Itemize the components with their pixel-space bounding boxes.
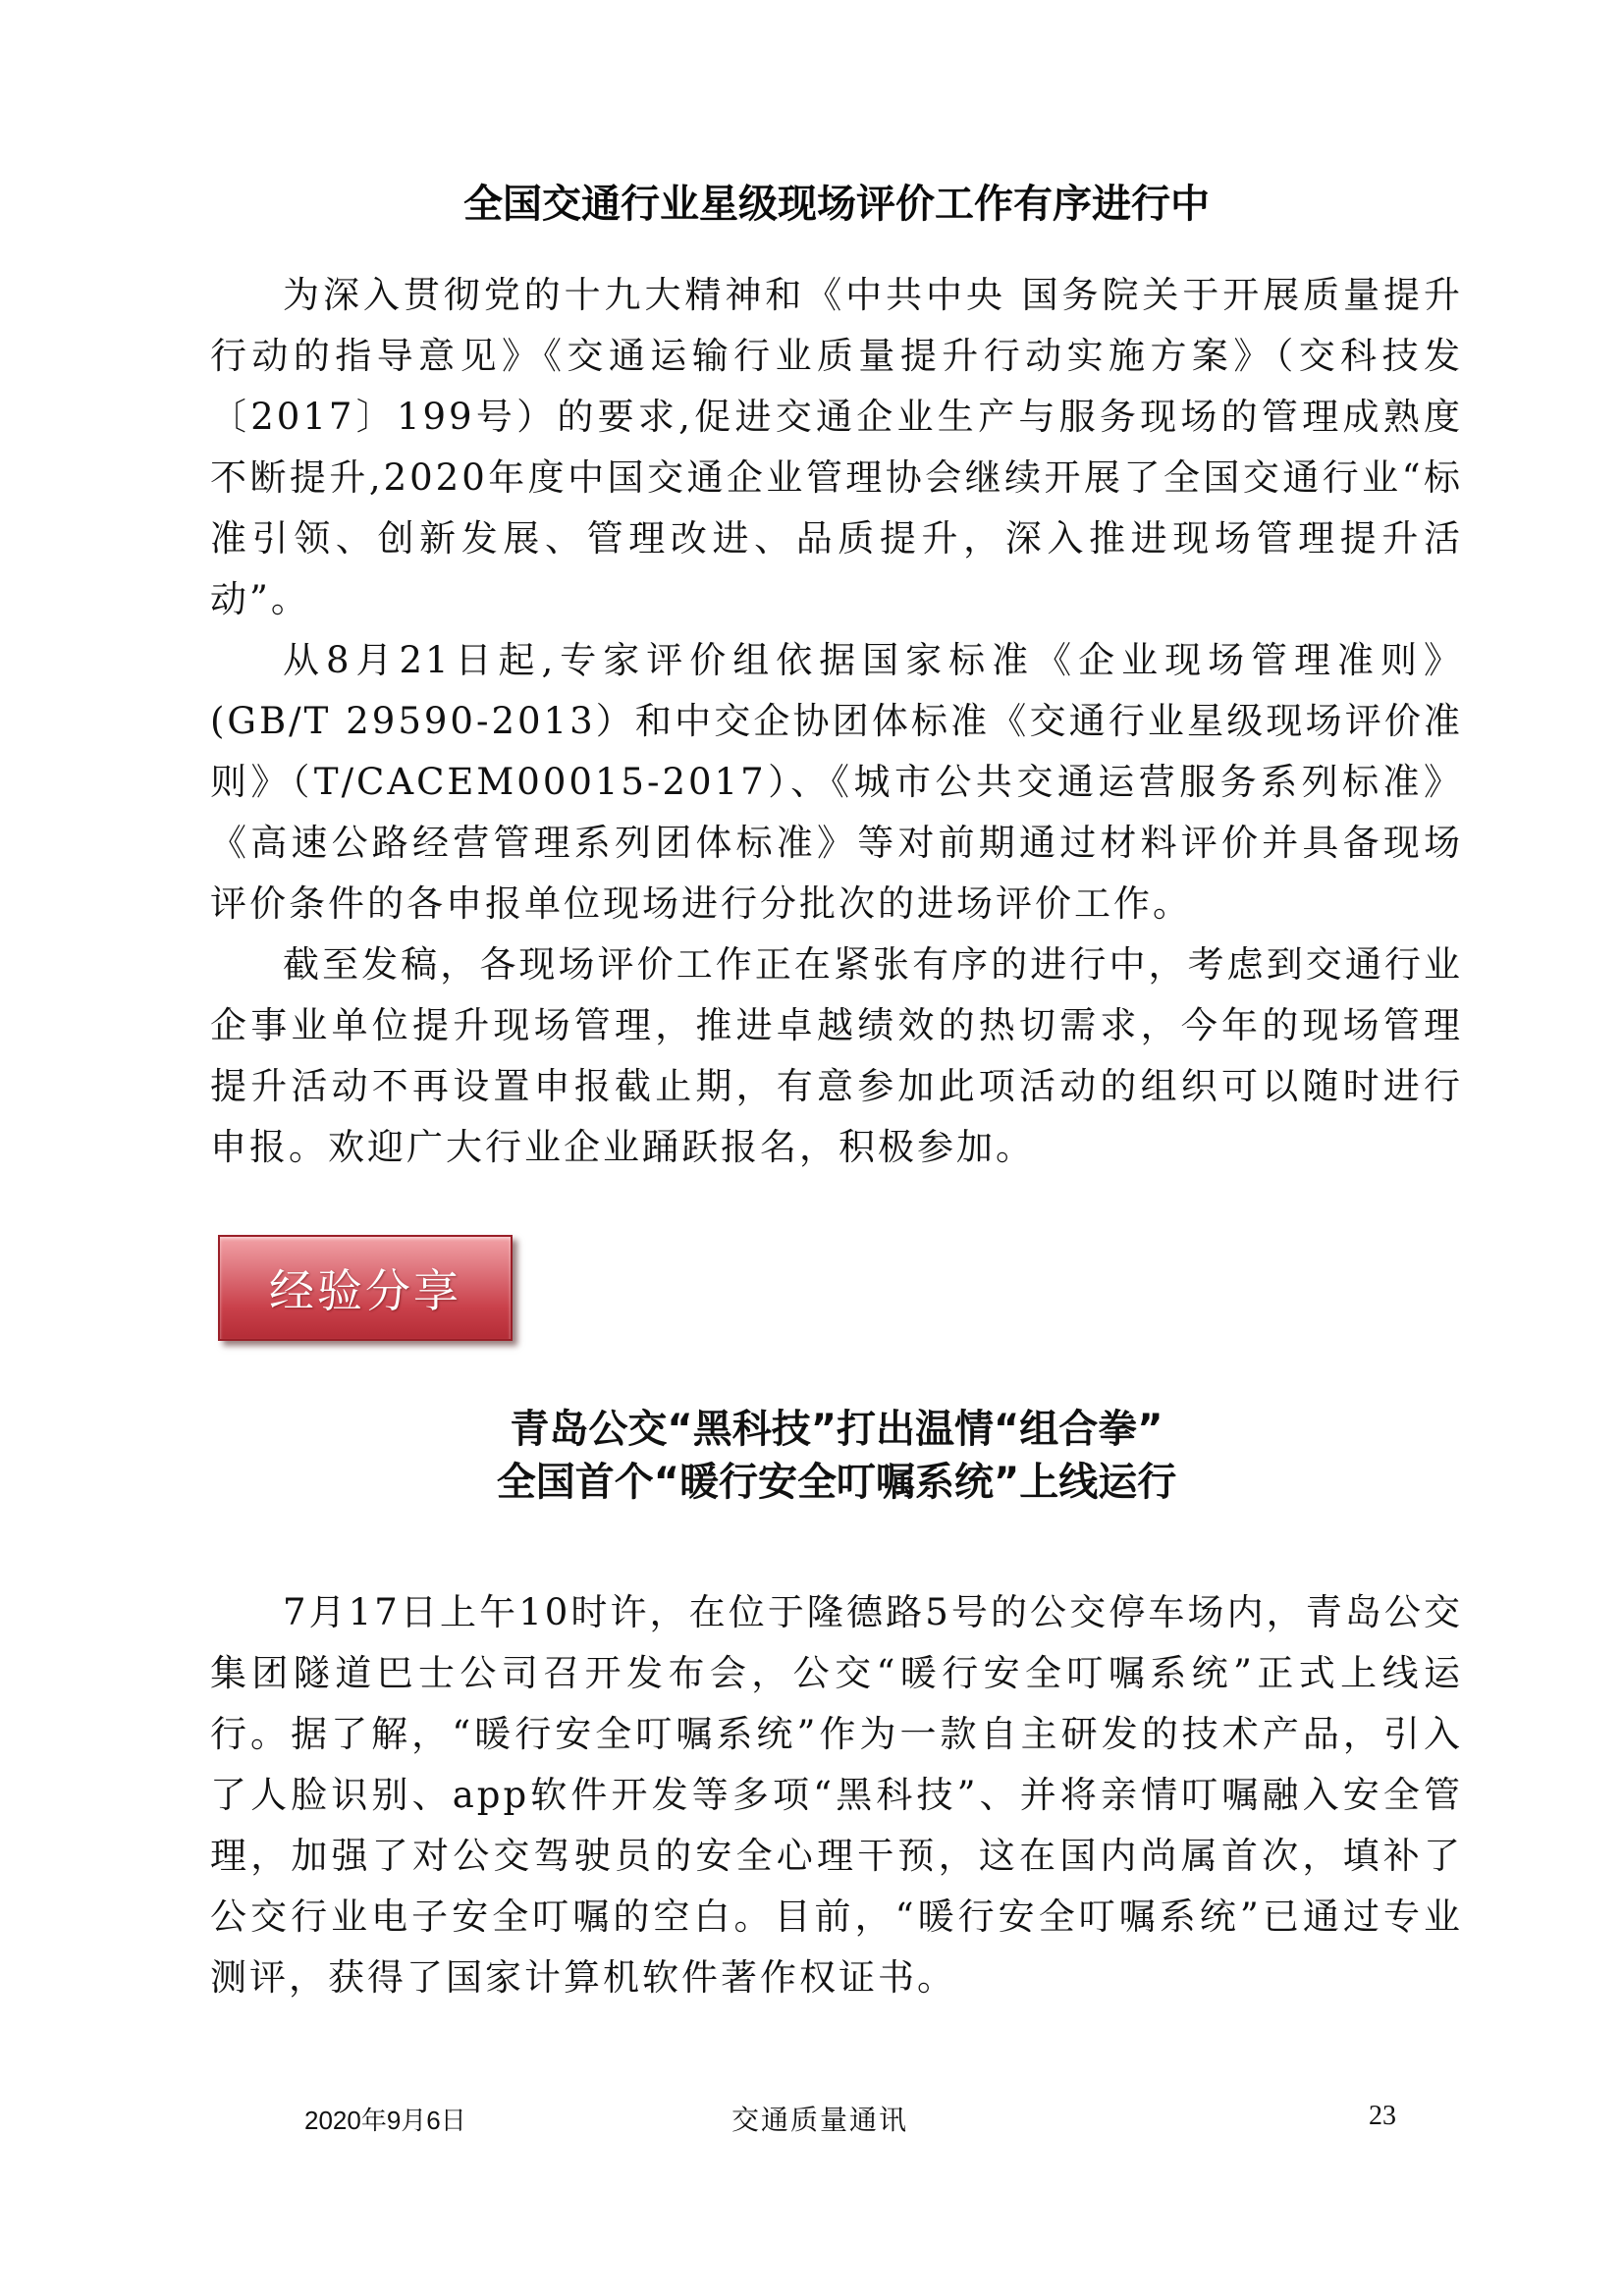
article1-title: 全国交通行业星级现场评价工作有序进行中 <box>463 182 1210 227</box>
footer-date: 2020年9月6日 <box>304 2106 466 2135</box>
footer-publication-title: 交通质量通讯 <box>731 2104 909 2136</box>
article1-paragraph-2: 从8月21日起,专家评价组依据国家标准《企业现场管理准则》(GB/T 29590-2013）和中交企协团体标准《交通行业星级现场评价准则》（T/CACEM00015-2017）、《城市公共交通运营服务系列标准》 《高速公路经营管理系列团体标准》等对前期通过材料评价并具备现场评价条件的各申报单位现场进行分批次的进场评价工作。 <box>210 639 1463 925</box>
article1-paragraph-1: 为深入贯彻党的十九大精神和《中共中央 国务院关于开展质量提升行动的指导意见》《交通运输行业质量提升行动实施方案》（交科技发〔2017〕199号）的要求,促进交通企业生产与服务现场的管理成熟度不断提升,2020年度中国交通企业管理协会继续开展了全国交通行业“标准引领、创新发展、管理改进、品质提升，深入推进现场管理提升活动”。 <box>210 274 1463 620</box>
article2-paragraph-1: 7月17日上午10时许，在位于隆德路5号的公交停车场内，青岛公交集团隧道巴士公司召开发布会，公交“暖行安全叮嘱系统”正式上线运行。据了解，“暖行安全叮嘱系统”作为一款自主研发的技术产品，引入了人脸识别、app软件开发等多项“黑科技”、并将亲情叮嘱融入安全管理，加强了对公交驾驶员的安全心理干预，这在国内尚属首次，填补了公交行业电子安全叮嘱的空白。目前，“暖行安全叮嘱系统”已通过专业测评，获得了国家计算机软件著作权证书。 <box>210 1591 1463 1999</box>
article2-title-line2: 全国首个“暖行安全叮嘱系统”上线运行 <box>496 1460 1177 1505</box>
section-tag-experience-sharing <box>218 1235 513 1341</box>
section-tag-label: 经验分享 <box>269 1264 461 1317</box>
footer-page-number: 23 <box>1369 2101 1396 2131</box>
article1-paragraph-3: 截至发稿，各现场评价工作正在紧张有序的进行中，考虑到交通行业企事业单位提升现场管理，推进卓越绩效的热切需求，今年的现场管理提升活动不再设置申报截止期，有意参加此项活动的组织可以随时进行申报。欢迎广大行业企业踊跃报名，积极参加。 <box>210 943 1463 1168</box>
article2-title-line1: 青岛公交“黑科技”打出温情“组合拳” <box>510 1407 1163 1452</box>
